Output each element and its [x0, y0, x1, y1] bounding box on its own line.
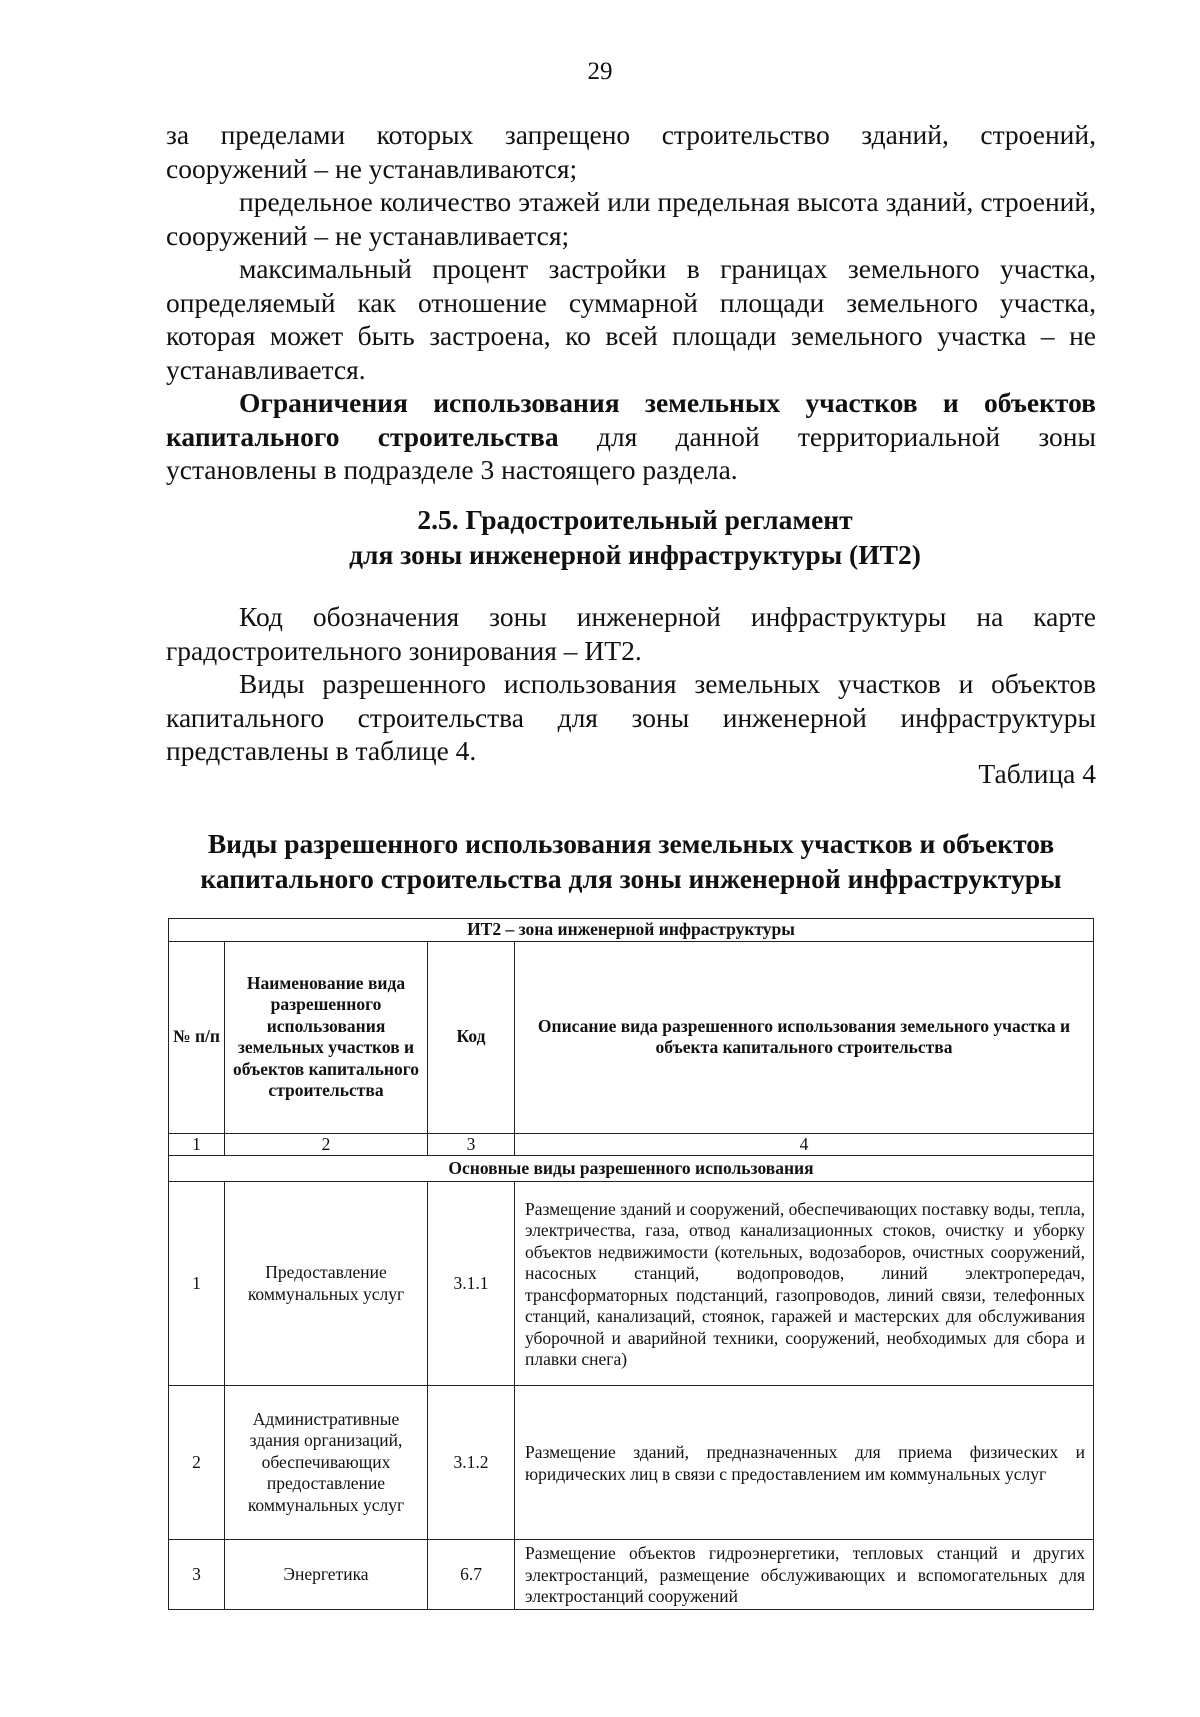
row-description: Размещение зданий, предназначенных для приема физических и юридических лиц в связи с предоставлением им коммунальных услуг	[515, 1386, 1094, 1540]
column-number: 1	[169, 1133, 225, 1156]
table-row	[169, 1540, 1094, 1610]
row-num: 1	[169, 1182, 225, 1386]
restriction-paragraph	[166, 386, 1096, 487]
row-num: 2	[169, 1386, 225, 1540]
row-code: 6.7	[428, 1540, 515, 1610]
section-paragraph-2: Виды разрешенного использования земельных участков и объектов капитального строительства для зоны инженерной инфраструктуры представлены в таблице 4.	[166, 668, 1096, 766]
row-name: Энергетика	[225, 1540, 428, 1610]
table-row	[169, 1386, 1094, 1540]
intro-paragraph-2: предельное количество этажей или предельная высота зданий, строений, сооружений – не устанавливается;	[166, 186, 1096, 251]
intro-paragraph-1: за пределами которых запрещено строительство зданий, строений, сооружений – не устанавливаются;	[166, 119, 1096, 184]
intro-text	[166, 118, 1096, 487]
table-title-line-1: Виды разрешенного использования земельных участков и объектов	[207, 828, 1055, 859]
page-number: 29	[587, 58, 613, 85]
intro-paragraph-3: максимальный процент застройки в границах земельного участка, определяемый как отношение суммарной площади земельного участка, которая может быть застроена, ко всей площади земельного участка – не устанавливается.	[166, 253, 1096, 385]
row-code: 3.1.1	[428, 1182, 515, 1386]
header-description: Описание вида разрешенного использования земельного участка и объекта капитального строительства	[515, 941, 1094, 1133]
column-number-row	[169, 1133, 1094, 1156]
header-row	[169, 941, 1094, 1133]
header-name: Наименование вида разрешенного использования земельных участков и объектов капитального строительства	[225, 941, 428, 1133]
section-row	[169, 1156, 1094, 1182]
restriction-rest: для данной территориальной зоны установлены в подразделе 3 настоящего раздела.	[166, 420, 1096, 485]
row-description: Размещение зданий и сооружений, обеспечивающих поставку воды, тепла, электричества, газа, отвод канализационных стоков, очистку и уборку объектов недвижимости (котельных, водозаборов, очистных сооружений, насосных станций, водопроводов, линий электропередач, трансформаторных подстанций, газопроводов, линий связи, телефонных станций, канализаций, стоянок, гаражей и мастерских для обслуживания уборочной и аварийной техники, сооружений, необходимых для сбора и плавки снега)	[515, 1182, 1094, 1386]
table-caption: Таблица 4	[978, 758, 1096, 789]
table-row	[169, 1182, 1094, 1386]
section-paragraph-1: Код обозначения зоны инженерной инфраструктуры на карте градостроительного зонирования – ИТ2.	[166, 601, 1096, 666]
zone-header-row	[169, 919, 1094, 942]
header-code: Код	[428, 941, 515, 1133]
section-heading-line-1: 2.5. Градостроительный регламент	[417, 504, 853, 535]
row-code: 3.1.2	[428, 1386, 515, 1540]
row-num: 3	[169, 1540, 225, 1610]
table-title	[166, 826, 1096, 896]
column-number: 3	[428, 1133, 515, 1156]
section-label: Основные виды разрешенного использования	[169, 1156, 1094, 1182]
restriction-bold: Ограничения использования земельных участков и объектов капитального строительства	[166, 387, 1096, 452]
section-heading	[0, 502, 1200, 572]
row-name: Предоставление коммунальных услуг	[225, 1182, 428, 1386]
header-num: № п/п	[169, 941, 225, 1133]
row-name: Административные здания организаций, обеспечивающих предоставление коммунальных услуг	[225, 1386, 428, 1540]
column-number: 4	[515, 1133, 1094, 1156]
section-heading-line-2: для зоны инженерной инфраструктуры (ИТ2)	[349, 539, 921, 570]
table-title-line-2: капитального строительства для зоны инженерной инфраструктуры	[200, 863, 1062, 894]
permitted-use-table	[168, 918, 1094, 1610]
section-text	[166, 600, 1096, 768]
row-description: Размещение объектов гидроэнергетики, тепловых станций и других электростанций, размещение обслуживающих и вспомогательных для электростанций сооружений	[515, 1540, 1094, 1610]
column-number: 2	[225, 1133, 428, 1156]
zone-header: ИТ2 – зона инженерной инфраструктуры	[169, 919, 1094, 942]
